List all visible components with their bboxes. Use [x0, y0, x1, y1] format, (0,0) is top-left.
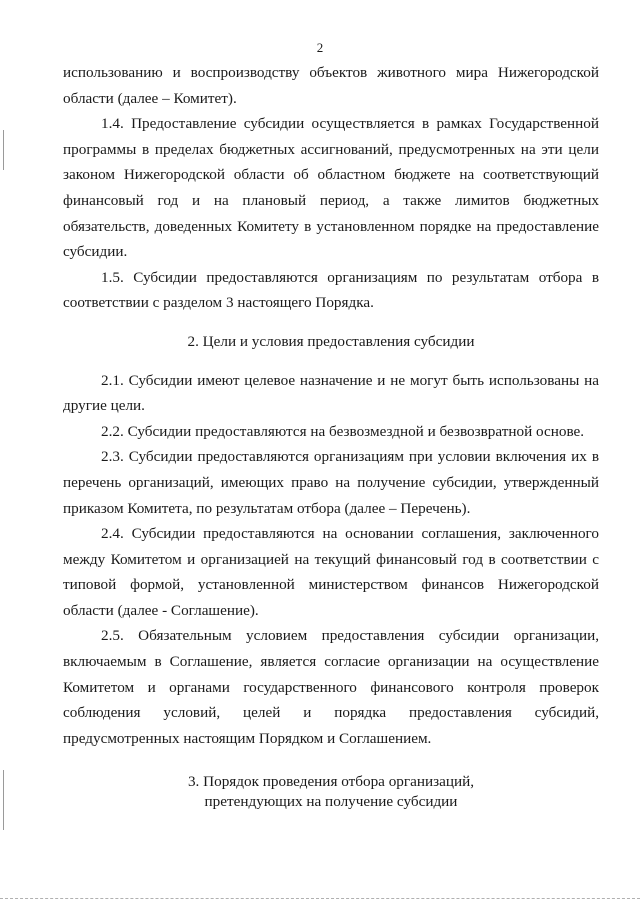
scan-artifact	[3, 130, 4, 170]
section-3-heading-line-1: 3. Порядок проведения отбора организаций,	[187, 773, 475, 791]
paragraph-2-1: 2.1. Субсидии имеют целевое назначение и не могут быть использованы на другие цели.	[63, 371, 599, 415]
scan-edge-line	[0, 898, 640, 900]
paragraph-1-5: 1.5. Субсидии предоставляются организациям по результатам отбора в соответствии с разделом 3 настоящего Порядка.	[63, 268, 599, 312]
document-body	[63, 60, 599, 812]
paragraph-2-3: 2.3. Субсидии предоставляются организациям при условии включения их в перечень организаций, имеющих право на получение субсидии, утвержденный приказом Комитета, по результатам отбора (далее – Перечень).	[63, 448, 599, 517]
paragraph-2-2: 2.2. Субсидии предоставляются на безвозмездной и безвозвратной основе.	[101, 422, 585, 440]
paragraph-continuation: использованию и воспроизводству объектов животного мира Нижегородской области (далее – Комитет).	[63, 64, 599, 107]
section-2-heading: 2. Цели и условия предоставления субсидии	[187, 332, 475, 350]
page-number: 2	[316, 40, 324, 55]
paragraph-1-4: 1.4. Предоставление субсидии осуществляется в рамках Государственной программы в пределах бюджетных ассигнований, предусмотренных на эти цели законом Нижегородской области об областном бюджете на соответствующий финансовый год и на плановый период, а также лимитов бюджетных обязательств, доведенных Комитету в установленном порядке на предоставление субсидии.	[63, 115, 599, 261]
scan-artifact	[3, 770, 4, 830]
section-3-heading-line-2: претендующих на получение субсидии	[204, 793, 458, 811]
paragraph-2-4: 2.4. Субсидии предоставляются на основании соглашения, заключенного между Комитетом и организацией на текущий финансовый год в соответствии с типовой формой, установленной министерством финансов Нижегородской области (далее - Соглашение).	[63, 525, 599, 619]
paragraph-2-5: 2.5. Обязательным условием предоставления субсидии организации, включаемым в Соглашение, является согласие организации на осуществление Комитетом и органами государственного финансового контроля проверок соблюдения условий, целей и порядка предоставления субсидий, предусмотренных настоящим Порядком и Соглашением.	[63, 627, 599, 747]
